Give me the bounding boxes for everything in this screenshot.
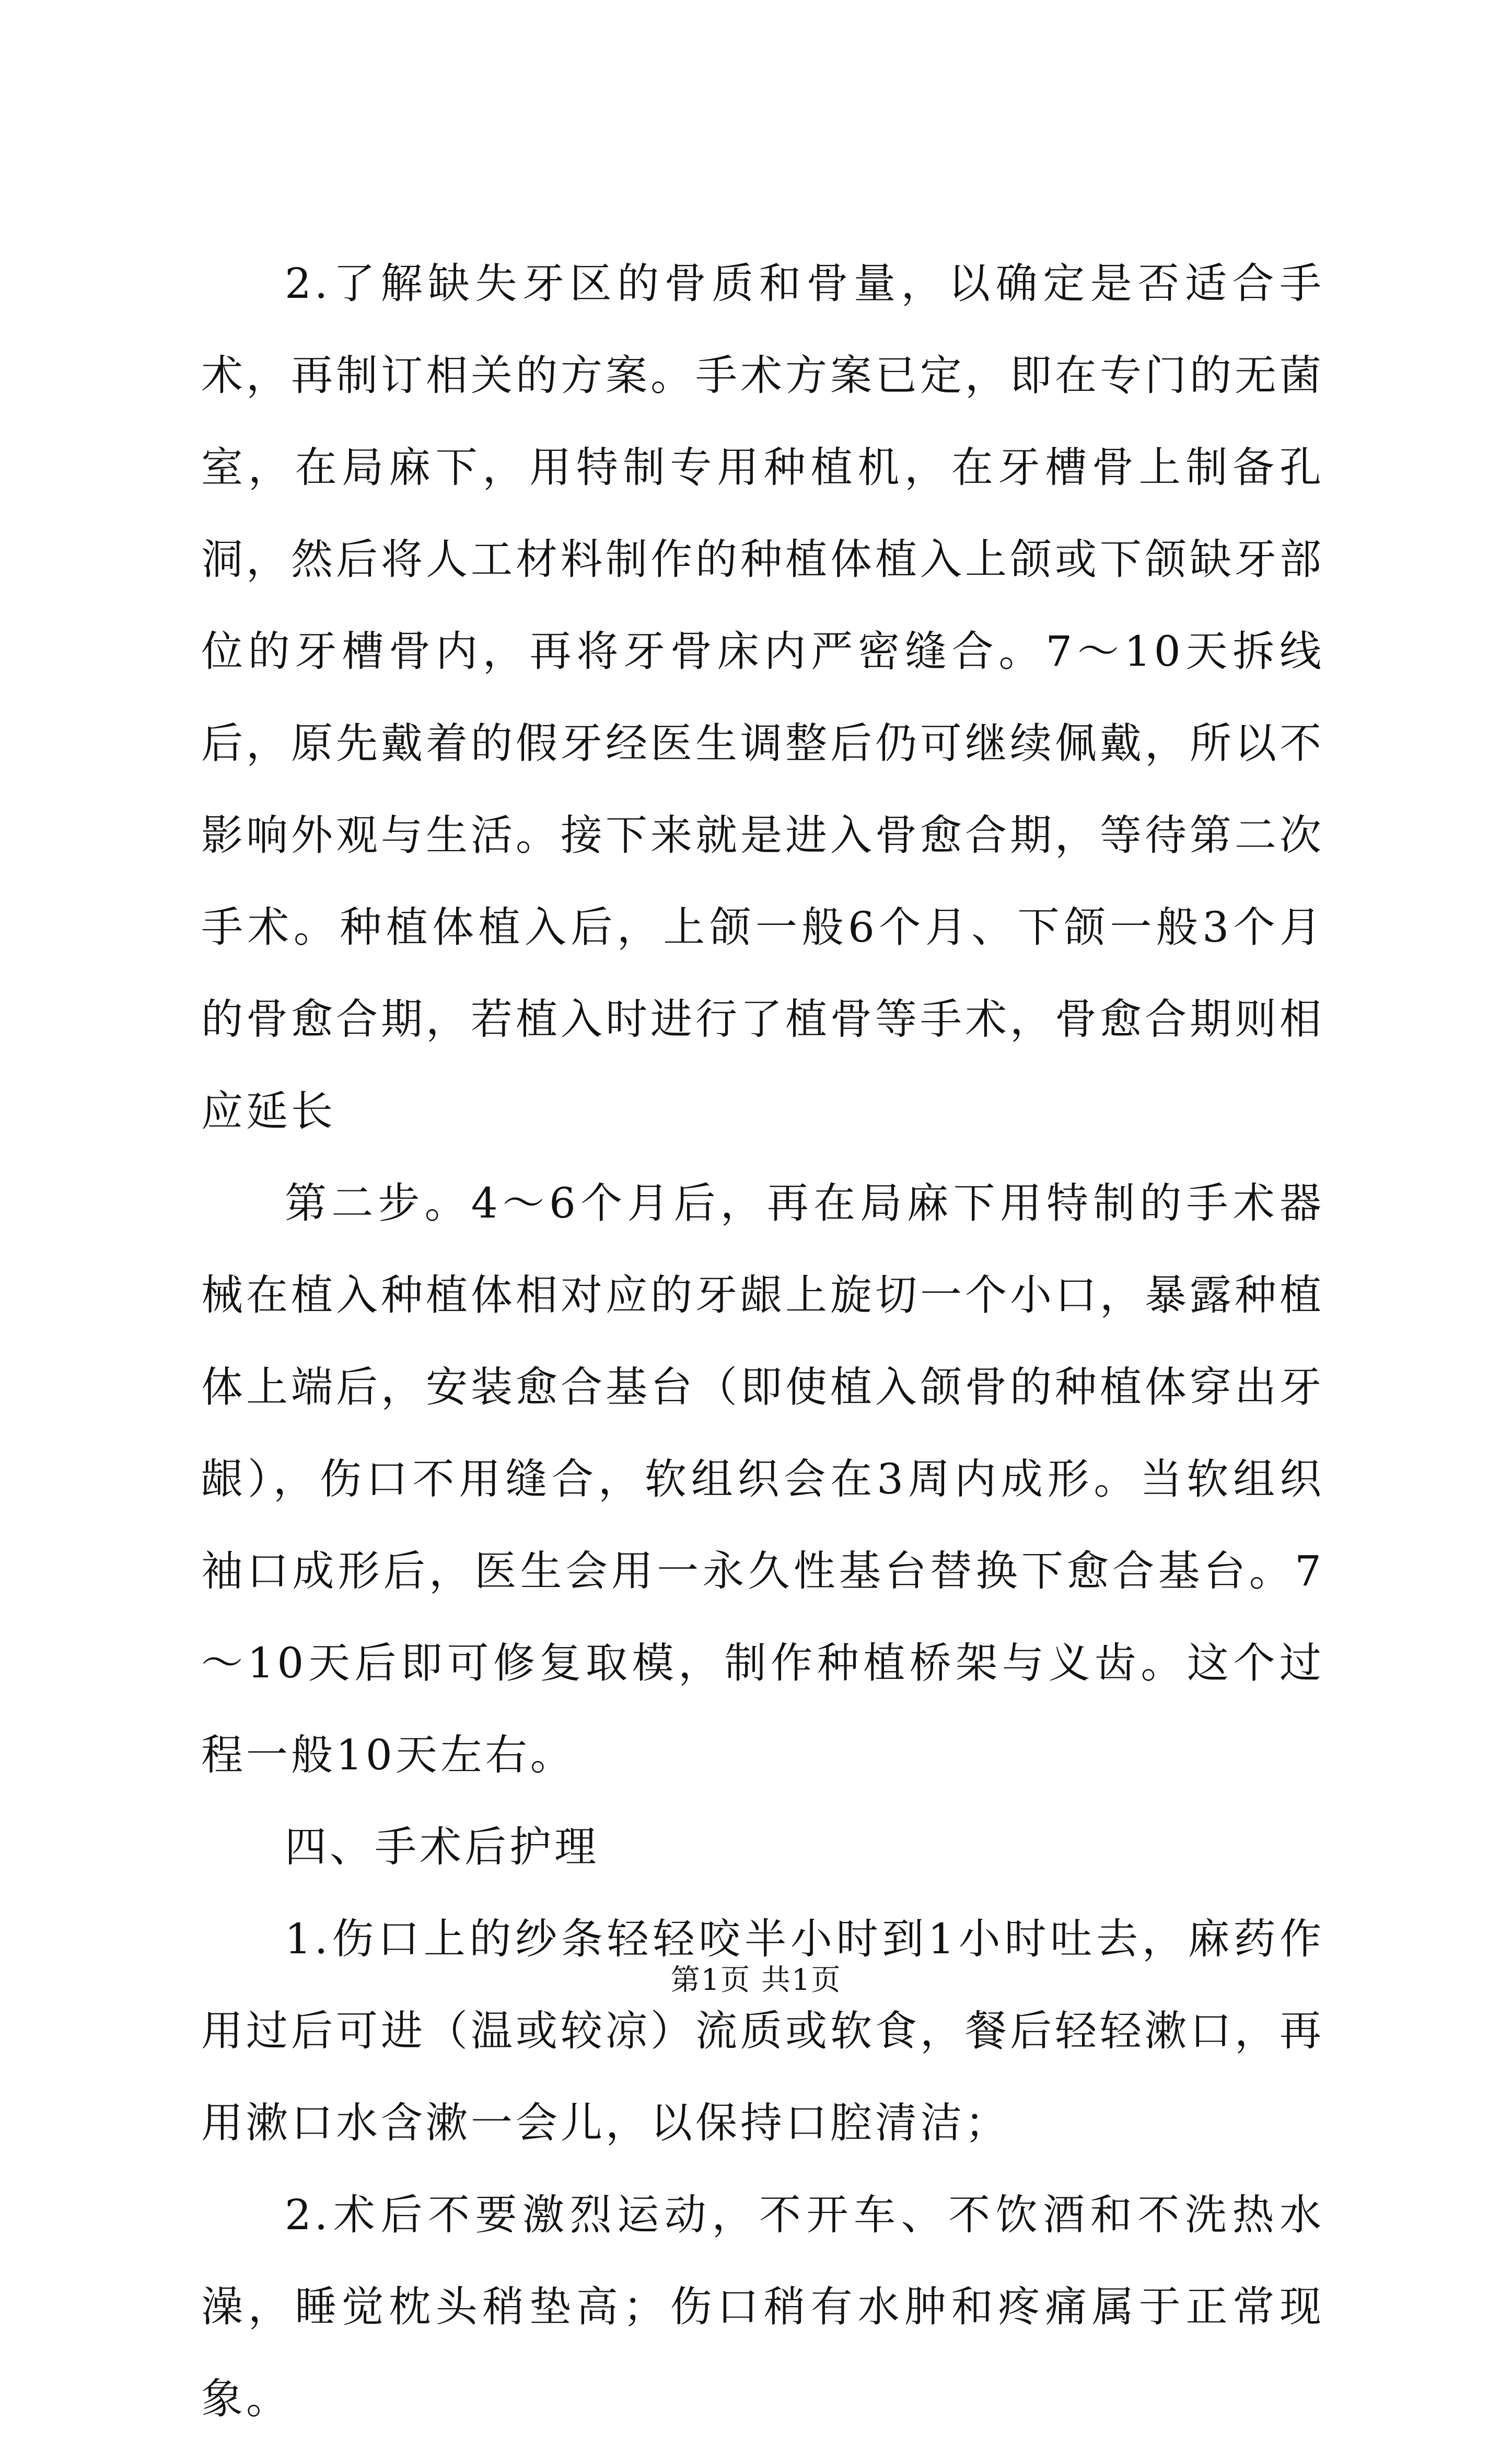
paragraph-care-item-2: 2.术后不要激烈运动，不开车、不饮酒和不洗热水澡，睡觉枕头稍垫高；伤口稍有水肿和疼痛属于正常现象。 [201,2191,1324,2423]
paragraph-care-item-1: 1.伤口上的纱条轻轻咬半小时到1小时吐去，麻药作用过后可进（温或较凉）流质或软食，餐后轻轻漱口，再用漱口水含漱一会儿，以保持口腔清洁； [201,1915,1324,2147]
page-footer: 第1页 共1页 [670,1963,842,1997]
document-body [201,238,1324,2445]
paragraph-second-step: 第二步。4～6个月后，再在局麻下用特制的手术器械在植入种植体相对应的牙龈上旋切一个小口，暴露种植体上端后，安装愈合基台（即使植入颌骨的种植体穿出牙龈），伤口不用缝合，软组织会在3周内成形。当软组织袖口成形后，医生会用一永久性基台替换下愈合基台。7～10天后即可修复取模，制作种植桥架与义齿。这个过程一般10天左右。 [201,1179,1324,1779]
paragraph-implant-surgery: 2.了解缺失牙区的骨质和骨量，以确定是否适合手术，再制订相关的方案。手术方案已定，即在专门的无菌室，在局麻下，用特制专用种植机，在牙槽骨上制备孔洞，然后将人工材料制作的种植体植入上颌或下颌缺牙部位的牙槽骨内，再将牙骨床内严密缝合。7～10天拆线后，原先戴着的假牙经医生调整后仍可继续佩戴，所以不影响外观与生活。接下来就是进入骨愈合期，等待第二次手术。种植体植入后，上颌一般6个月、下颌一般3个月的骨愈合期，若植入时进行了植骨等手术，骨愈合期则相应延长 [201,259,1324,1135]
section-heading-postop-care: 四、手术后护理 [285,1823,599,1871]
